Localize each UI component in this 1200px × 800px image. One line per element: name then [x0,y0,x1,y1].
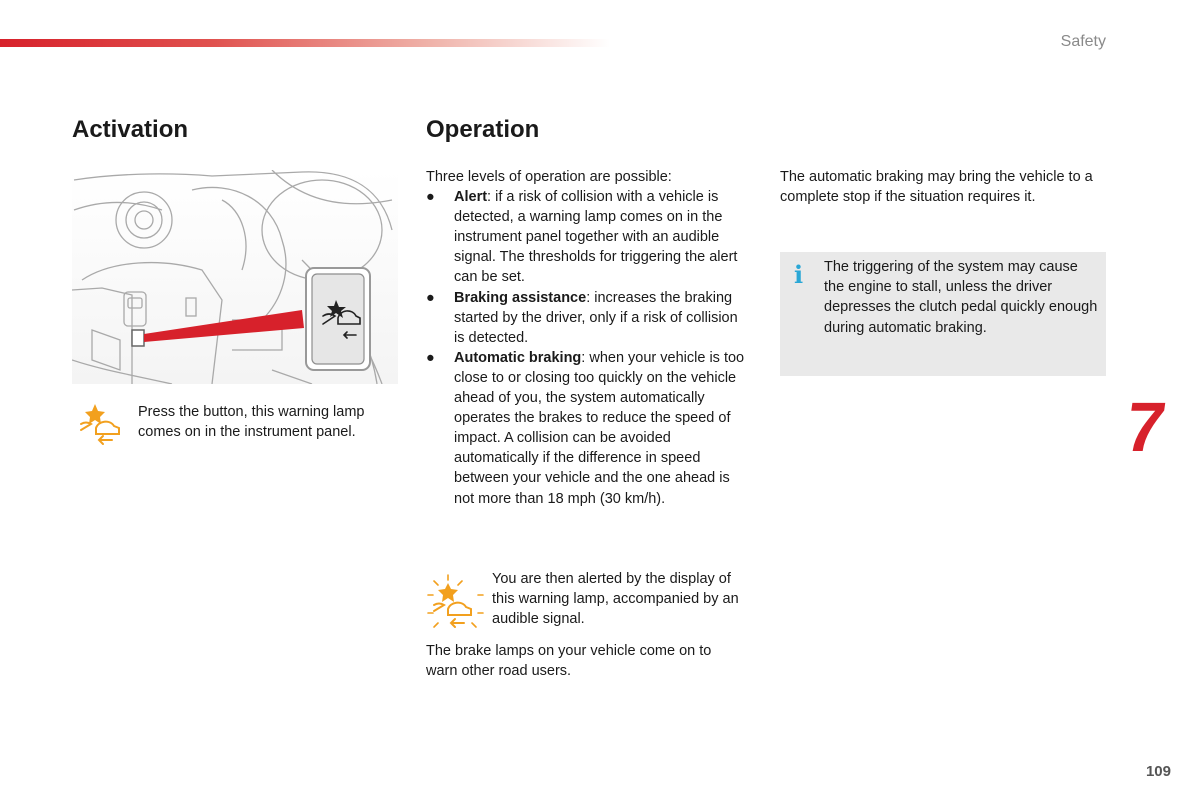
activation-heading: Activation [72,116,189,143]
activation-caption-text: Press the button, this warning lamp comes on in the instrument panel. [138,404,365,441]
info-icon: i [794,260,804,289]
list-item [426,288,752,348]
info-box [780,252,1106,376]
bullet-glyph: ● [426,349,435,366]
level-term: Alert [454,189,488,206]
dashboard-button-illustration [72,170,398,384]
level-term: Automatic braking [454,349,582,366]
operation-intro: Three levels of operation are possible: [426,169,672,185]
operation-body [426,167,752,509]
info-text: The triggering of the system may cause the engine to stall, unless the driver depresses the clutch pedal quickly enough during automatic braking. [824,259,1098,336]
list-item [426,348,752,509]
level-description: : when your vehicle is too close to or closing too quickly on the vehicle ahead of you, the system automatically operates the brakes to reduce the speed of impact. A collision can be avoided automatically if the difference in speed between your vehicle and the one ahead is not more than 18 mph (30 km/h). [454,349,745,507]
header-accent-bar [0,39,610,47]
bullet-glyph: ● [426,289,435,306]
page-number: 109 [1145,763,1171,780]
operation-heading: Operation [426,116,540,143]
collision-warning-lamp-icon [78,402,124,446]
level-term: Braking assistance [454,289,587,306]
bullet-glyph: ● [426,189,435,206]
brake-lamps-text: The brake lamps on your vehicle come on to warn other road users. [426,643,712,680]
list-item [426,187,752,287]
level-description: : if a risk of collision with a vehicle is detected, a warning lamp comes on in the instrument panel together with an audible signal. The thresholds for triggering the alert can be set. [454,189,738,286]
automatic-stop-text: The automatic braking may bring the vehicle to a complete stop if the situation requires it. [780,169,1093,206]
alert-lamp-text: You are then alerted by the display of this warning lamp, accompanied by an audible signal. [492,571,739,628]
operation-levels-list [426,187,752,509]
chapter-number: 7 [1120,388,1171,466]
level-description: : increases the braking started by the driver, only if a risk of collision is detected. [454,289,738,346]
collision-warning-lamp-flashing-icon [426,573,484,631]
section-title: Safety [1060,33,1106,50]
